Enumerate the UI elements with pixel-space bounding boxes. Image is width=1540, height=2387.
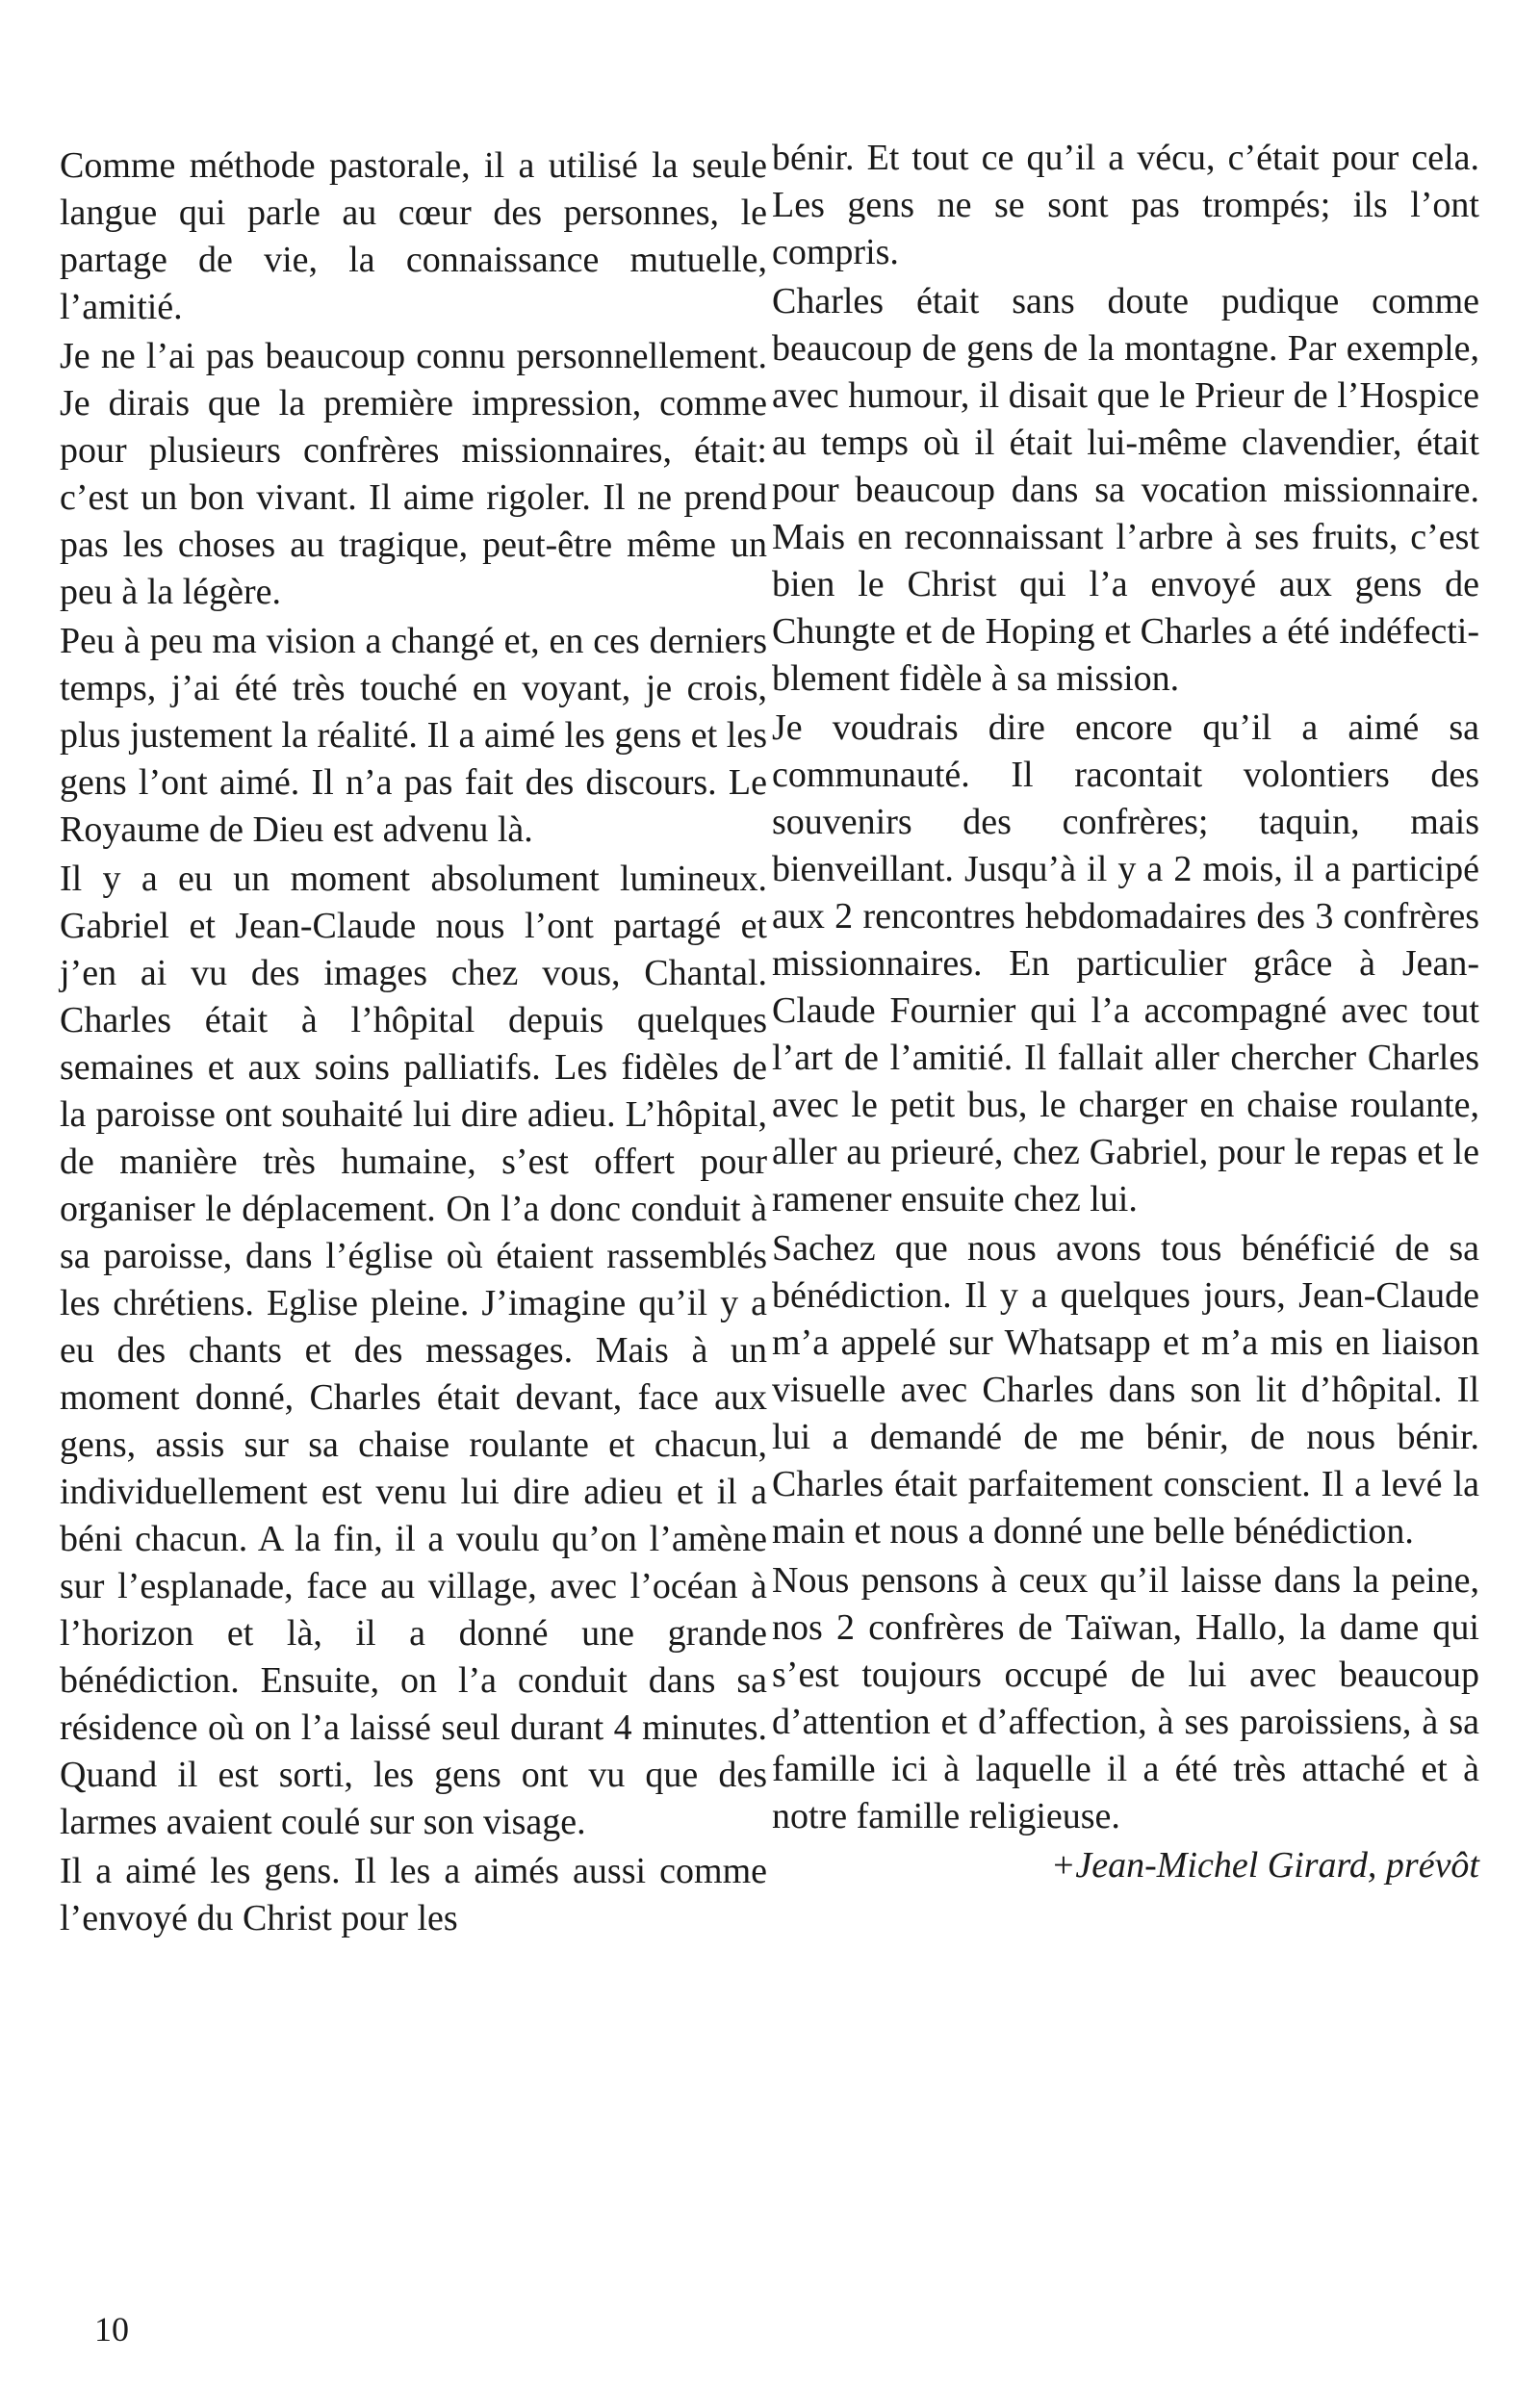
paragraph: Je voudrais dire encore qu’il a aimé sa communauté. Il racontait volontiers des souvenirs des confrères; taquin, mais bienveillant. Jusqu’à il y a 2 mois, il a participé aux 2 rencontres hebdomadaires des 3 confrères missionnaires. En particulier grâce à Jean-Claude Fournier qui l’a accompagné avec tout l’art de l’amitié. Il fallait aller chercher Charles avec le petit bus, le charger en chaise roulante, aller au prieuré, chez Gabriel, pour le repas et le ramener ensuite chez lui.: [772, 707, 1479, 1219]
paragraph: Charles était sans doute pudique comme beaucoup de gens de la montagne. Par exemple, avec humour, il disait que le Prieur de l’Hospice au temps où il était lui-même clavendier, était pour beaucoup dans sa vocation missionnaire. Mais en reconnaissant l’arbre à ses fruits, c’est bien le Christ qui l’a envoyé aux gens de Chungte et de Hoping et Charles a été indéfectiblement fidèle à sa mission.: [772, 281, 1479, 699]
paragraph: bénir. Et tout ce qu’il a vécu, c’était pour cela. Les gens ne se sont pas trompés; ils l’ont compris.: [772, 138, 1479, 272]
right-column: [772, 135, 1479, 1891]
paragraph: Nous pensons à ceux qu’il laisse dans la peine, nos 2 confrères de Taïwan, Hallo, la dame qui s’est toujours occupé de lui avec beaucoup d’attention et d’affection, à ses paroissiens, à sa famille ici à laquelle il a été très attaché et à notre famille religieuse.: [772, 1560, 1479, 1836]
left-column: [60, 142, 767, 1944]
paragraph: Il y a eu un moment absolument lumineux. Gabriel et Jean-Claude nous l’ont partagé et j’en ai vu des images chez vous, Chantal. Charles était à l’hôpital depuis quelques semaines et aux soins palliatifs. Les fidèles de la paroisse ont souhaité lui dire adieu. L’hôpital, de manière très humaine, s’est offert pour organiser le déplacement. On l’a donc conduit à sa paroisse, dans l’église où étaient rassemblés les chrétiens. Eglise pleine. J’imagine qu’il y a eu des chants et des messages. Mais à un moment donné, Charles était devant, face aux gens, assis sur sa chaise roulante et chacun, individuellement est venu lui dire adieu et il a béni chacun. A la fin, il a voulu qu’on l’amène sur l’esplanade, face au village, avec l’océan à l’horizon et là, il a donné une grande bénédiction. Ensuite, on l’a conduit dans sa résidence où on l’a laissé seul durant 4 minutes. Quand il est sorti, les gens ont vu que des larmes avaient coulé sur son visage.: [60, 859, 767, 1842]
paragraph: Peu à peu ma vision a changé et, en ces derniers temps, j’ai été très touché en voyant, je crois, plus justement la réalité. Il a aimé les gens et les gens l’ont aimé. Il n’a pas fait des discours. Le Royaume de Dieu est advenu là.: [60, 621, 767, 850]
paragraph: Je ne l’ai pas beaucoup connu personnellement. Je dirais que la première impression, comme pour plusieurs confrères missionnaires, était: c’est un bon vivant. Il aime rigoler. Il ne prend pas les choses au tragique, peut-être même un peu à la légère.: [60, 336, 767, 612]
paragraph: Il a aimé les gens. Il les a aimés aussi comme l’envoyé du Christ pour les: [60, 1851, 767, 1938]
paragraph: Sachez que nous avons tous bénéficié de sa bénédiction. Il y a quelques jours, Jean-Claude m’a appelé sur Whatsapp et m’a mis en liaison visuelle avec Charles dans son lit d’hôpital. Il lui a demandé de me bénir, de nous bénir. Charles était parfaitement conscient. Il a levé la main et nous a donné une belle bénédiction.: [772, 1228, 1479, 1552]
paragraph: Comme méthode pastorale, il a utilisé la seule langue qui parle au cœur des personnes, le partage de vie, la connaissance mutuelle, l’amitié.: [60, 145, 767, 327]
page-number: 10: [94, 2310, 129, 2348]
author-signature: +Jean-Michel Girard, prévôt: [1050, 1845, 1479, 1886]
